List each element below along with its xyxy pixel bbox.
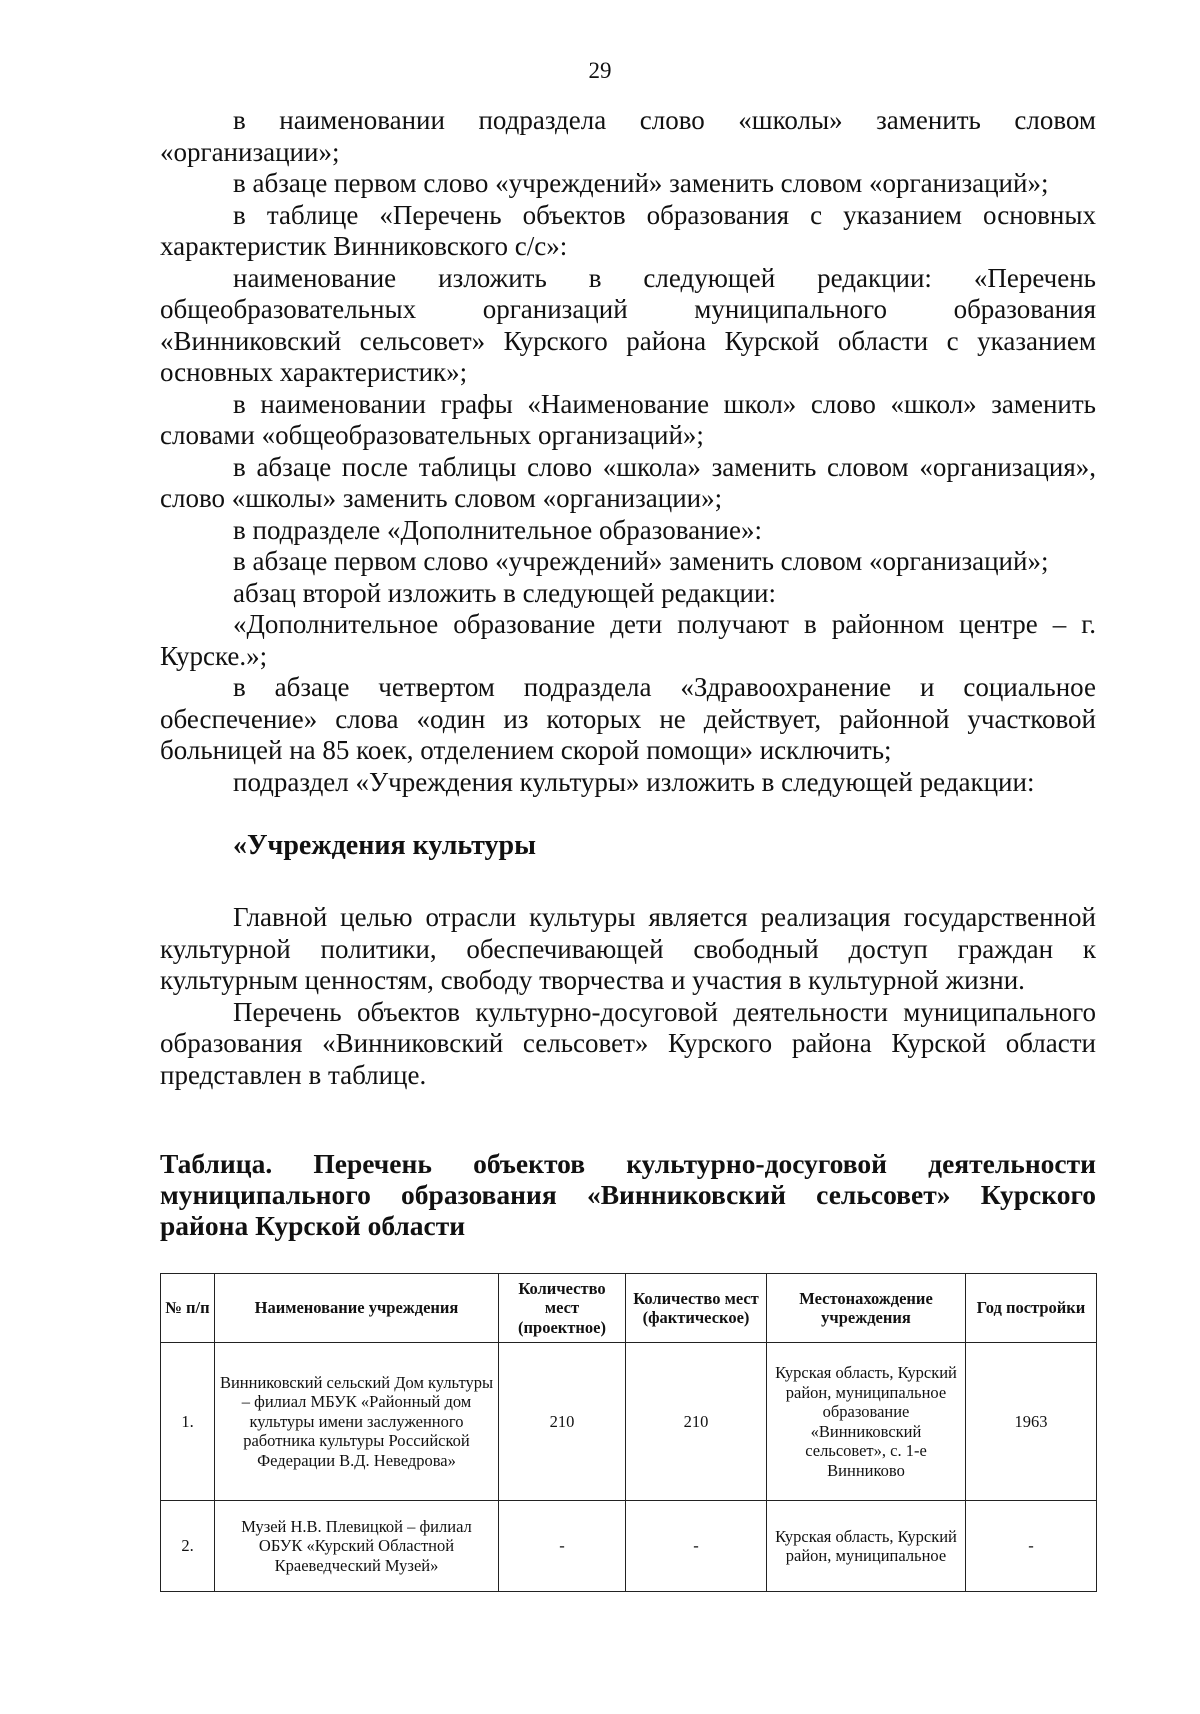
cell-location: Курская область, Курский район, муниципальное xyxy=(767,1501,966,1592)
paragraph: Главной целью отрасли культуры является реализация государственной культурной политики, обеспечивающей свободный доступ граждан к культурным ценностям, свободу творчества и участия в культурной жизни. xyxy=(160,902,1096,995)
paragraph: в абзаце первом слово «учреждений» заменить словом «организаций»; xyxy=(233,168,1049,198)
paragraph: подраздел «Учреждения культуры» изложить в следующей редакции: xyxy=(233,766,1035,797)
cell-location: Курская область, Курский район, муниципальное образование «Винниковский сельсовет», с. 1-е Винниково xyxy=(767,1343,966,1501)
paragraph: абзац второй изложить в следующей редакции: xyxy=(233,577,776,608)
paragraph: в абзаце четвертом подраздела «Здравоохранение и социальное обеспечение» слова «один из которых не действует, районной участковой больницей на 85 коек, отделением скорой помощи» исключить; xyxy=(160,672,1096,765)
culture-section-text xyxy=(160,902,1096,1091)
table-row xyxy=(161,1501,1097,1592)
header-name: Наименование учреждения xyxy=(215,1274,499,1343)
cell-name: Винниковский сельский Дом культуры – филиал МБУК «Районный дом культуры имени заслуженного работника культуры Российской Федерации В.Д. Неведрова» xyxy=(215,1343,499,1501)
page-number: 29 xyxy=(588,58,612,83)
table-row xyxy=(161,1343,1097,1501)
amendment-text xyxy=(160,105,1096,798)
cell-num: 1. xyxy=(161,1343,215,1501)
header-location: Местонахождение учреждения xyxy=(767,1274,966,1343)
cell-seats-design: - xyxy=(499,1501,626,1592)
cell-seats-actual: - xyxy=(626,1501,767,1592)
cell-year: 1963 xyxy=(966,1343,1097,1501)
cell-seats-actual: 210 xyxy=(626,1343,767,1501)
cell-year: - xyxy=(966,1501,1097,1592)
cell-name: Музей Н.В. Плевицкой – филиал ОБУК «Курский Областной Краеведческий Музей» xyxy=(215,1501,499,1592)
header-seats-actual: Количество мест (фактическое) xyxy=(626,1274,767,1343)
culture-facilities-table-wrapper xyxy=(160,1273,1097,1592)
table-caption: Таблица. Перечень объектов культурно-досуговой деятельности муниципального образования «Винниковский сельсовет» Курского района Курской области xyxy=(160,1148,1096,1241)
section-heading: «Учреждения культуры xyxy=(233,830,536,861)
paragraph: в абзаце первом слово «учреждений» заменить словом «организаций»; xyxy=(233,546,1049,576)
paragraph: Перечень объектов культурно-досуговой деятельности муниципального образования «Винниковский сельсовет» Курского района Курской области представлен в таблице. xyxy=(160,996,1096,1090)
header-year: Год постройки xyxy=(966,1274,1097,1343)
paragraph: наименование изложить в следующей редакции: «Перечень общеобразовательных организаций муниципального образования «Винниковский сельсовет» Курского района Курской области с указанием основных характеристик»; xyxy=(160,262,1096,387)
paragraph: «Дополнительное образование дети получают в районном центре – г. Курске.»; xyxy=(160,609,1096,671)
paragraph: в наименовании графы «Наименование школ» слово «школ» заменить словами «общеобразовательных организаций»; xyxy=(160,388,1096,450)
header-seats-design: Количество мест (проектное) xyxy=(499,1274,626,1343)
header-num: № п/п xyxy=(161,1274,215,1343)
cell-seats-design: 210 xyxy=(499,1343,626,1501)
table-header-row xyxy=(161,1274,1097,1343)
paragraph: в таблице «Перечень объектов образования с указанием основных характеристик Винниковского с/с»: xyxy=(160,199,1096,261)
cell-num: 2. xyxy=(161,1501,215,1592)
paragraph: в наименовании подраздела слово «школы» заменить словом «организации»; xyxy=(160,105,1096,167)
paragraph: в абзаце после таблицы слово «школа» заменить словом «организация», слово «школы» заменить словом «организации»; xyxy=(160,451,1096,513)
paragraph: в подразделе «Дополнительное образование»: xyxy=(233,514,762,545)
culture-facilities-table xyxy=(160,1273,1097,1592)
